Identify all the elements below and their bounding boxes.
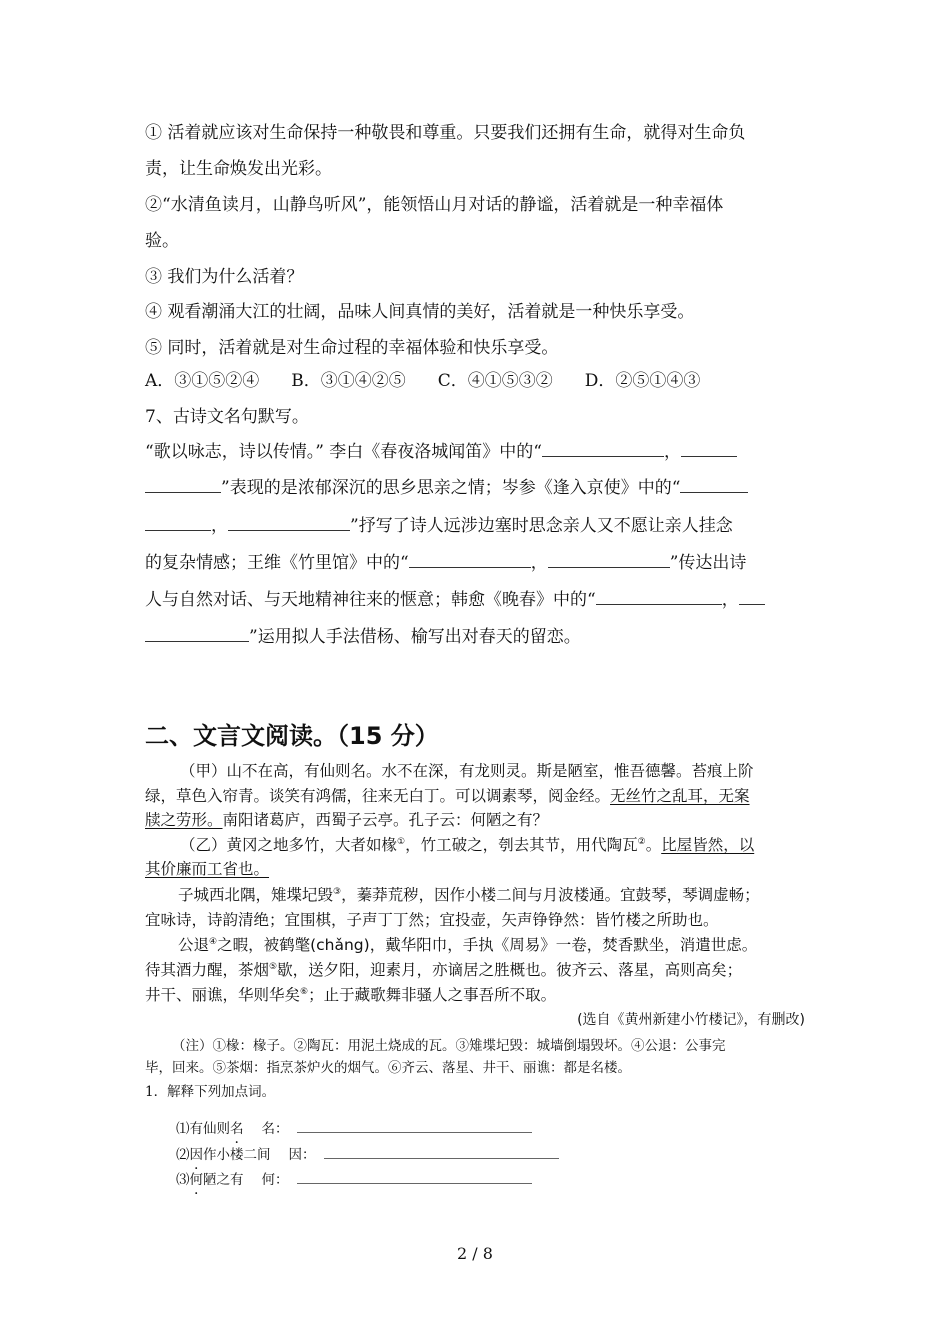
passage-jia-line-1: （甲）山不在高，有仙则名。水不在深，有龙则灵。斯是陋室，惟吾德馨。苔痕上阶 [180,762,754,780]
sentence-4: ④ 观看潮涌大江的壮阔，品味人间真情的美好，活着就是一种快乐享受。 [145,302,695,322]
option-d[interactable]: D．②⑤①④③ [584,371,701,391]
q7-line-2: ”表现的是浓郁深沉的思乡思亲之情；岑参《逢入京使》中的“ [145,476,748,499]
blank-1[interactable] [542,440,664,457]
q7-line-6: ”运用拟人手法借杨、榆写出对春天的留恋。 [145,625,581,648]
dotted-word: 名 [230,1121,244,1137]
answer-line-1[interactable] [297,1118,532,1133]
section-2-heading: 二、文言文阅读。（15 分） [145,722,439,750]
dotted-word: 何 [189,1172,203,1188]
sentence-5: ⑤ 同时，活着就是对生命过程的幸福体验和快乐享受。 [145,338,559,358]
dotted-word: 因 [189,1147,203,1163]
blank-2[interactable] [681,440,737,457]
passage-yi-line-7: 井干、丽谯，华则华矣⑥；止于藏歌舞非骚人之事吾所不取。 [145,986,557,1004]
passage-yi-line-2: 其价廉而工省也。 [145,860,270,878]
sentence-1-line-1: ① 活着就应该对生命保持一种敬畏和尊重。只要我们还拥有生命，就得对生命负 [145,123,746,143]
sentence-2-line-1: ②“水清鱼读月，山静鸟听风”，能领悟山月对话的静谧，活着就是一种幸福体 [145,195,724,215]
q7-line-5: 人与自然对话、与天地精神往来的惬意；韩愈《晚春》中的“ ， [145,588,765,611]
passage-jia-line-2: 绿，草色入帘青。谈笑有鸿儒，往来无白丁。可以调素琴，阅金经。无丝竹之乱耳，无案 [145,787,750,805]
option-b[interactable]: B．③①④②⑤ [291,371,406,391]
q7-line-4: 的复杂情感；王维《竹里馆》中的“ ， ”传达出诗 [145,553,747,573]
answer-line-3[interactable] [297,1169,532,1184]
sentence-1-line-2: 责，让生命焕发出光彩。 [145,159,332,179]
q7-line-3: ， ”抒写了诗人远涉边塞时思念亲人又不愿让亲人挂念 [145,514,733,537]
option-c[interactable]: C．④①⑤③② [437,371,553,391]
blank-3[interactable] [680,476,748,493]
blank-6[interactable] [548,551,670,568]
sentence-2-line-2: 验。 [145,231,179,251]
options-row [145,370,700,392]
q1-item-3: ⑶何陋之有 何： [176,1169,532,1190]
sentence-3: ③ 我们为什么活着？ [145,267,304,287]
answer-line-2[interactable] [324,1144,559,1159]
q7-title: 7、古诗文名句默写。 [145,407,309,427]
passage-yi-line-6: 待其酒力醒，茶烟⑤歇，送夕阳，迎素月，亦谪居之胜概也。彼齐云、落星，高则高矣； [145,961,743,979]
annotation-line-2: 毕，回来。⑤茶烟：指烹茶炉火的烟气。⑥齐云、落星、井干、丽谯：都是名楼。 [145,1060,631,1076]
source-citation: (选自《黄州新建小竹楼记》，有删改) [577,1012,805,1028]
blank-3-cont[interactable] [145,514,211,531]
option-a[interactable]: A．③①⑤②④ [145,371,260,391]
blank-8-cont[interactable] [145,625,249,642]
q1-item-2: ⑵因作小楼二间 因： [176,1144,559,1165]
blank-7[interactable] [596,588,722,605]
q7-line-1: “歌以咏志，诗以传情。” 李白《春夜洛城闻笛》中的“ ， [145,440,737,463]
blank-5[interactable] [409,551,531,568]
blank-4[interactable] [228,514,350,531]
q1-title: 1．解释下列加点词。 [145,1084,276,1100]
passage-yi-line-5: 公退④之暇，被鹤氅(chǎng)，戴华阳巾，手执《周易》一卷，焚香默坐，消遣世虑。 [178,936,758,954]
blank-2-cont[interactable] [145,476,221,493]
page-number: 2 / 8 [457,1244,493,1263]
passage-yi-line-4: 宜咏诗，诗韵清绝；宜围棋，子声丁丁然；宜投壶，矢声铮铮然：皆竹楼之所助也。 [145,911,719,929]
q1-item-1: ⑴有仙则名 名： [176,1118,532,1139]
annotation-line-1: （注）①椽：椽子。②陶瓦：用泥土烧成的瓦。③雉堞圮毁：城墙倒塌毁坏。④公退：公事完 [172,1038,726,1054]
passage-yi-line-3: 子城西北隅，雉堞圮毁③，蓁莽荒秽，因作小楼二间与月波楼通。宜鼓琴，琴调虚畅； [178,886,760,904]
passage-yi-line-1: （乙）黄冈之地多竹，大者如椽①，竹工破之，刳去其节，用代陶瓦②。比屋皆然，以 [180,836,755,854]
passage-jia-line-3: 牍之劳形。南阳诸葛庐，西蜀子云亭。孔子云：何陋之有？ [145,811,549,829]
blank-8[interactable] [739,588,765,605]
